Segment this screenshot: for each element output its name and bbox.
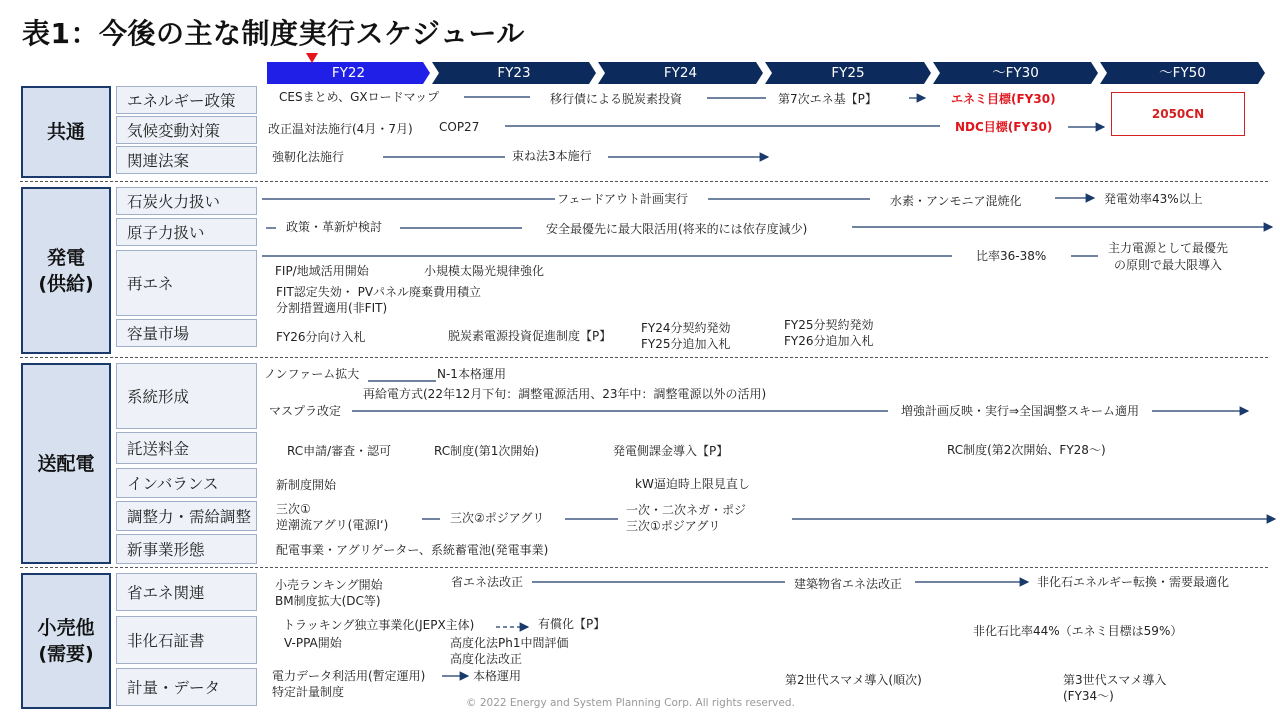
item-bm-expand: BM制度拡大(DC等) bbox=[275, 594, 381, 608]
fy-label: FY23 bbox=[497, 65, 531, 81]
item-nonfossil-shift: 非化石エネルギー転換・需要最適化 bbox=[1037, 575, 1230, 589]
item-ondankahou: 改正温対法施行(4月・7月) bbox=[268, 122, 413, 136]
item-vppa: V-PPA開始 bbox=[284, 636, 342, 650]
item-power-data: 電力データ利活用(暫定運用) bbox=[272, 669, 426, 683]
item-nonfirm: ノンファーム拡大 bbox=[264, 367, 360, 381]
item-paid: 有償化【P】 bbox=[538, 617, 606, 631]
item-ndc-target: NDC目標(FY30) bbox=[955, 120, 1053, 134]
sub-climate: 気候変動対策 bbox=[116, 116, 257, 144]
sub-non-fossil: 非化石証書 bbox=[116, 616, 257, 664]
sub-wheeling: 託送料金 bbox=[116, 432, 257, 464]
item-fit-expire: FIT認定失効・ PVパネル廃棄費用積立 bbox=[276, 285, 482, 299]
fy-label: ～FY50 bbox=[1159, 65, 1206, 81]
item-fy25-contract: FY25分契約発効 bbox=[784, 318, 874, 332]
sub-renewable: 再エネ bbox=[116, 250, 257, 316]
item-tertiary2: 三次②ポジアグリ bbox=[450, 511, 545, 525]
sub-metering: 計量・データ bbox=[116, 668, 257, 706]
sub-new-business: 新事業形態 bbox=[116, 534, 257, 564]
item-hydrogen: 水素・アンモニア混焼化 bbox=[890, 194, 1022, 208]
item-rc-second: RC制度(第2次開始、FY28～) bbox=[947, 443, 1106, 457]
item-decarb-invest: 脱炭素電源投資促進制度【P】 bbox=[448, 329, 612, 343]
sub-energy-policy: エネルギー政策 bbox=[116, 86, 257, 114]
item-nonfossil-ratio: 非化石比率44%（エネミ目標は59%） bbox=[973, 624, 1183, 638]
item-smart3: 第3世代スマメ導入 bbox=[1063, 673, 1167, 687]
sub-balancing: 調整力・需給調整 bbox=[116, 501, 257, 531]
category-retail-line2: (需要) bbox=[38, 643, 94, 665]
item-distribution: 配電事業・アグリゲーター、系統蓄電池(発電事業) bbox=[276, 543, 549, 557]
item-safety-first: 安全最優先に最大限活用(将来的には依存度減少) bbox=[546, 222, 808, 236]
item-new-system: 新制度開始 bbox=[276, 478, 337, 492]
fy-label: FY25 bbox=[831, 65, 865, 81]
item-fip: FIP/地域活用開始 bbox=[275, 264, 369, 278]
item-main-power-1: 主力電源として最優先 bbox=[1108, 241, 1229, 255]
category-common-label: 共通 bbox=[46, 121, 85, 143]
sub-related-law: 関連法案 bbox=[116, 146, 257, 174]
item-tracking: トラッキング独立事業化(JEPX主体) bbox=[283, 618, 475, 632]
category-generation-line1: 発電 bbox=[46, 246, 85, 269]
item-fy26-bid: FY26分向け入札 bbox=[276, 330, 366, 344]
item-fy25-add: FY25分追加入札 bbox=[641, 337, 731, 351]
item-fy34: (FY34～) bbox=[1063, 689, 1114, 703]
item-reinforce: 増強計画反映・実行⇒全国調整スキーム適用 bbox=[901, 404, 1140, 418]
item-small-solar: 小規模太陽光規律強化 bbox=[424, 264, 545, 278]
item-rc-apply: RC申請/審査・認可 bbox=[287, 444, 392, 458]
fy-label: FY24 bbox=[663, 65, 698, 81]
item-transition-bond: 移行債による脱炭素投資 bbox=[550, 92, 683, 106]
item-sophistication1: 高度化法Ph1中間評価 bbox=[450, 636, 569, 650]
fy-label: ～FY30 bbox=[992, 65, 1039, 81]
item-fy26-add: FY26分追加入札 bbox=[784, 334, 874, 348]
item-gen-charge: 発電側課金導入【P】 bbox=[613, 444, 729, 458]
item-resupply: 再給電方式(22年12月下旬：調整電源活用、23年中：調整電源以外の活用) bbox=[363, 387, 767, 401]
sub-energy-saving: 省エネ関連 bbox=[116, 573, 257, 611]
item-ratio: 比率36-38% bbox=[976, 249, 1047, 263]
item-retail-ranking: 小売ランキング開始 bbox=[275, 578, 383, 592]
item-enemi-target: エネミ目標(FY30) bbox=[951, 92, 1056, 106]
item-reverse-aggr: 逆潮流アグリ(電源Ⅰ‘) bbox=[276, 518, 389, 532]
copyright: © 2022 Energy and System Planning Corp. All rights reserved. bbox=[466, 697, 795, 709]
category-generation-line2: (供給) bbox=[38, 272, 94, 295]
item-fadeout: フェードアウト計画実行 bbox=[557, 192, 689, 206]
item-n1: N-1本格運用 bbox=[437, 367, 506, 381]
item-kyojinka: 強靭化法施行 bbox=[272, 150, 345, 164]
item-split-measure: 分割措置適用(非FIT) bbox=[276, 301, 388, 315]
item-kw-review: kW逼迫時上限見直し bbox=[635, 477, 750, 491]
item-fy24-contract: FY24分契約発効 bbox=[641, 321, 731, 335]
item-main-power-2: の原則で最大限導入 bbox=[1114, 258, 1223, 272]
item-building-law: 建築物省エネ法改正 bbox=[794, 577, 903, 591]
item-maspra: マスプラ改定 bbox=[269, 404, 342, 418]
item-ces: CESまとめ、GXロードマップ bbox=[279, 90, 440, 104]
page-title: 表1：今後の主な制度実行スケジュール bbox=[22, 17, 525, 50]
fy-label: FY22 bbox=[331, 65, 366, 81]
item-sophistication2: 高度化法改正 bbox=[450, 652, 523, 666]
sub-coal: 石炭火力扱い bbox=[116, 187, 257, 215]
item-seventh-plan: 第7次エネ基【P】 bbox=[778, 92, 877, 106]
item-tertiary1-posi: 三次①ポジアグリ bbox=[626, 519, 721, 533]
item-smart2: 第2世代スマメ導入(順次) bbox=[785, 673, 922, 687]
item-efficiency: 発電効率43%以上 bbox=[1104, 192, 1203, 206]
sub-imbalance: インバランス bbox=[116, 468, 257, 498]
item-special-meter: 特定計量制度 bbox=[272, 685, 345, 699]
category-retail-line1: 小売他 bbox=[37, 617, 95, 639]
item-rc-first: RC制度(第1次開始) bbox=[434, 444, 540, 458]
item-tabane: 束ね法3本施行 bbox=[512, 149, 592, 163]
category-transmission-label: 送配電 bbox=[37, 452, 95, 475]
item-cop27: COP27 bbox=[439, 120, 480, 134]
cn2050-label: 2050CN bbox=[1151, 107, 1205, 121]
item-primary-secondary: 一次・二次ネガ・ポジ bbox=[626, 503, 747, 517]
cn2050-box bbox=[1111, 92, 1245, 136]
sub-nuclear: 原子力扱い bbox=[116, 218, 257, 246]
item-nuclear-policy: 政策・革新炉検討 bbox=[286, 220, 383, 234]
item-full-operation: 本格運用 bbox=[473, 669, 522, 683]
item-tertiary1: 三次① bbox=[276, 502, 311, 516]
item-energy-law: 省エネ法改正 bbox=[451, 575, 524, 589]
sub-capacity: 容量市場 bbox=[116, 319, 257, 347]
sub-grid: 系統形成 bbox=[116, 363, 257, 429]
